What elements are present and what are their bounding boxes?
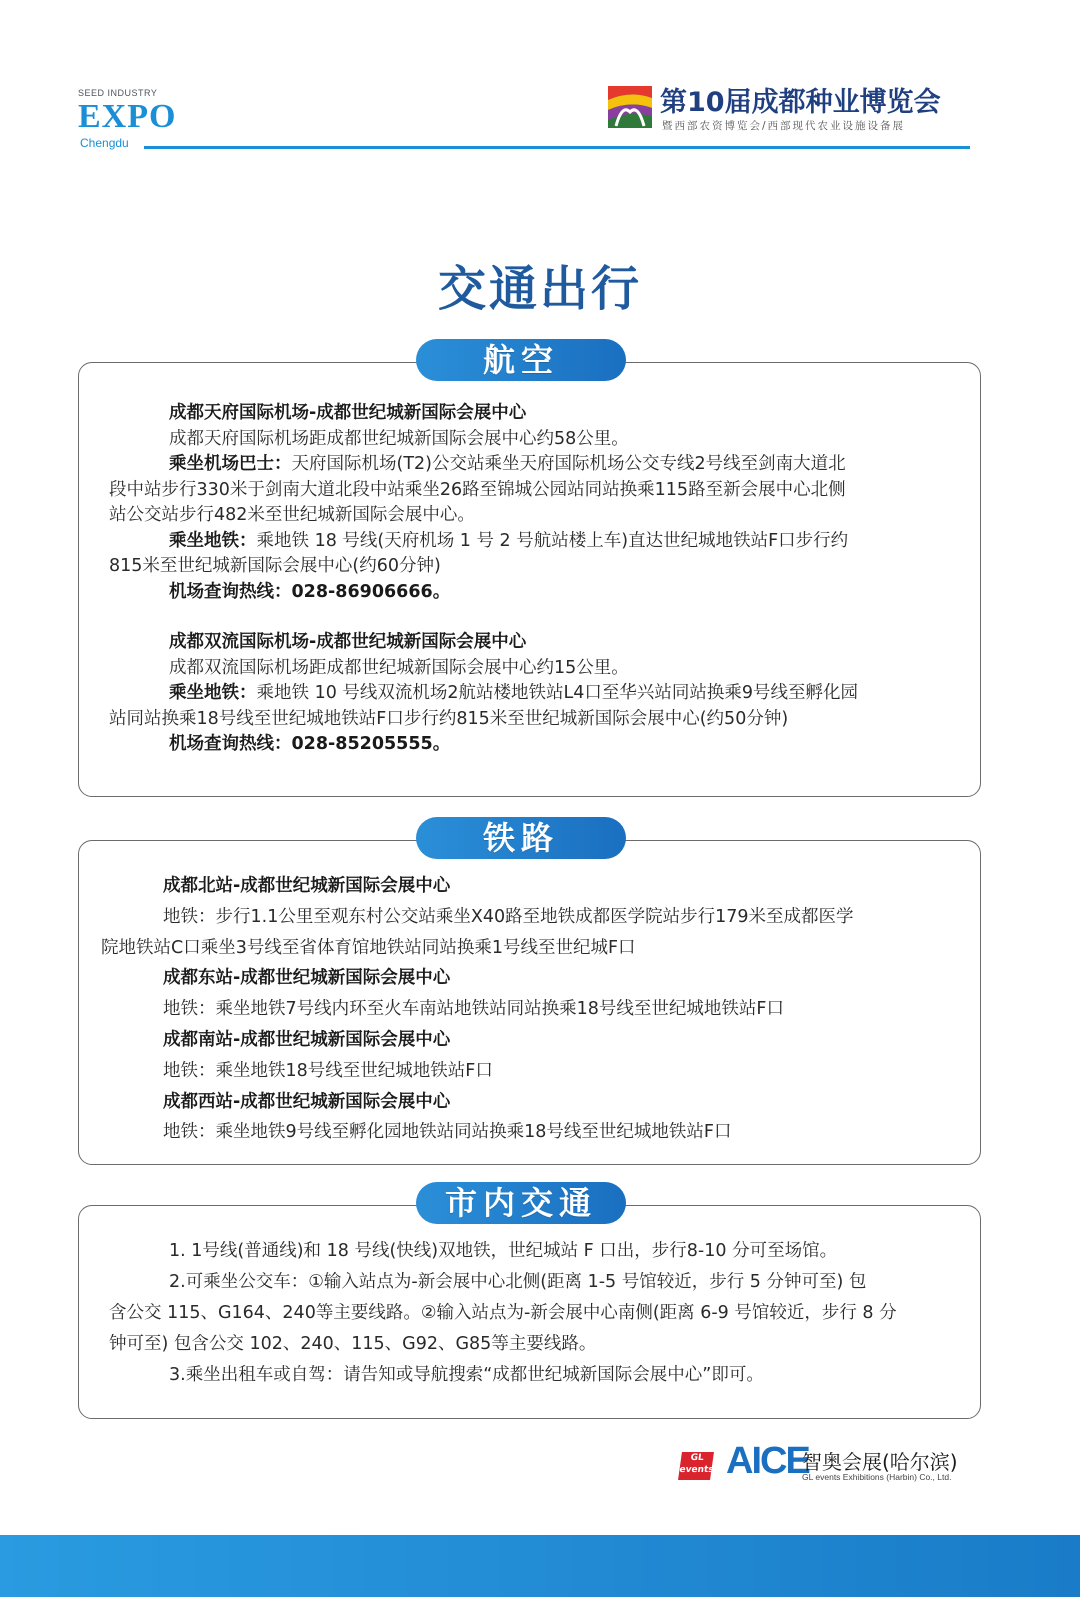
metro-label: 乘坐地铁： <box>169 683 257 703</box>
section-heading-city: 市内交通 <box>416 1182 626 1224</box>
bus-label: 乘坐机场巴士： <box>169 454 292 474</box>
city-item: 含公交 115、G164、240等主要线路。②输入站点为-新会展中心南侧(距离 6-9 号馆较近，步行 8 分 <box>109 1303 897 1323</box>
rail-content <box>101 871 854 1148</box>
station-route: 地铁：步行1.1公里至观东村公交站乘坐X40路至地铁成都医学院站步行179米至成都医学 <box>163 906 854 927</box>
airport-hotline: 机场查询热线：028-85205555。 <box>169 734 451 754</box>
page-title: 交通出行 <box>437 261 642 317</box>
metro-text: 站同站换乘18号线至世纪城地铁站F口步行约815米至世纪城新国际会展中心(约50分钟) <box>109 708 789 729</box>
company-name-en: GL events Exhibitions (Harbin) Co., Ltd. <box>802 1472 952 1482</box>
city-section-box <box>78 1205 981 1419</box>
fair-subtitle: 暨西部农资博览会/西部现代农业设施设备展 <box>662 120 906 132</box>
route-title: 成都双流国际机场-成都世纪城新国际会展中心 <box>169 632 527 652</box>
station-route: 地铁：乘坐地铁18号线至世纪城地铁站F口 <box>163 1060 493 1081</box>
air-section-box <box>78 362 981 797</box>
station-route: 地铁：乘坐地铁7号线内环至火车南站地铁站同站换乘18号线至世纪城地铁站F口 <box>163 999 784 1020</box>
route-title: 成都天府国际机场-成都世纪城新国际会展中心 <box>169 403 527 423</box>
route-distance: 成都天府国际机场距成都世纪城新国际会展中心约58公里。 <box>169 428 629 449</box>
aice-logo-ce: CE <box>760 1440 809 1482</box>
station-route: 院地铁站C口乘坐3号线至省体育馆地铁站同站换乘1号线至世纪城F口 <box>101 937 636 958</box>
metro-label: 乘坐地铁： <box>169 530 257 551</box>
expo-logo-city: Chengdu <box>80 136 129 150</box>
city-item: 3.乘坐出租车或自驾：请告知或导航搜索“成都世纪城新国际会展中心”即可。 <box>169 1365 764 1385</box>
station-title: 成都东站-成都世纪城新国际会展中心 <box>163 968 451 989</box>
company-name-cn: 智奥会展(哈尔滨) <box>802 1450 958 1474</box>
station-title: 成都南站-成都世纪城新国际会展中心 <box>163 1029 451 1050</box>
metro-text: 815米至世纪城新国际会展中心(约60分钟) <box>109 556 441 576</box>
bottom-bar <box>0 1535 1080 1597</box>
expo-logo-wordmark: EXPO <box>78 98 177 135</box>
airport-hotline: 机场查询热线：028-86906666。 <box>169 581 451 602</box>
metro-text: 乘地铁 10 号线双流机场2航站楼地铁站L4口至华兴站同站换乘9号线至孵化园 <box>256 683 859 703</box>
bus-text: 站公交站步行482米至世纪城新国际会展中心。 <box>109 505 475 525</box>
metro-text: 乘地铁 18 号线(天府机场 1 号 2 号航站楼上车)直达世纪城地铁站F口步行约 <box>256 530 849 551</box>
rail-section-box <box>78 840 981 1165</box>
aice-logo-ai: AI <box>726 1440 760 1482</box>
bus-text: 天府国际机场(T2)公交站乘坐天府国际机场公交专线2号线至剑南大道北 <box>291 454 846 474</box>
seed-fair-logo-icon <box>608 86 652 128</box>
station-title: 成都西站-成都世纪城新国际会展中心 <box>163 1091 451 1112</box>
expo-logo-small-text: SEED INDUSTRY <box>78 88 158 98</box>
header-divider <box>144 146 970 149</box>
city-item: 1. 1号线(普通线)和 18 号线(快线)双地铁，世纪城站 F 口出，步行8-10 分可至场馆。 <box>169 1241 838 1261</box>
city-item: 钟可至) 包含公交 102、240、115、G92、G85等主要线路。 <box>109 1334 597 1354</box>
fair-title: 第10届成都种业博览会 <box>660 87 941 118</box>
station-route: 地铁：乘坐地铁9号线至孵化园地铁站同站换乘18号线至世纪城地铁站F口 <box>163 1122 732 1143</box>
section-heading-rail: 铁路 <box>416 817 626 859</box>
route-distance: 成都双流国际机场距成都世纪城新国际会展中心约15公里。 <box>169 657 629 678</box>
city-content <box>109 1236 897 1391</box>
station-title: 成都北站-成都世纪城新国际会展中心 <box>163 876 451 896</box>
section-heading-air: 航空 <box>416 339 626 381</box>
city-item: 2.可乘坐公交车：①输入站点为-新会展中心北侧(距离 1-5 号馆较近，步行 5 分钟可至) 包 <box>169 1272 867 1292</box>
air-content <box>109 401 858 758</box>
aice-logo <box>726 1440 809 1483</box>
gl-events-logo: GL events <box>678 1452 714 1480</box>
bus-text: 段中站步行330米于剑南大道北段中站乘坐26路至锦城公园站同站换乘115路至新会展中心北侧 <box>109 479 846 500</box>
